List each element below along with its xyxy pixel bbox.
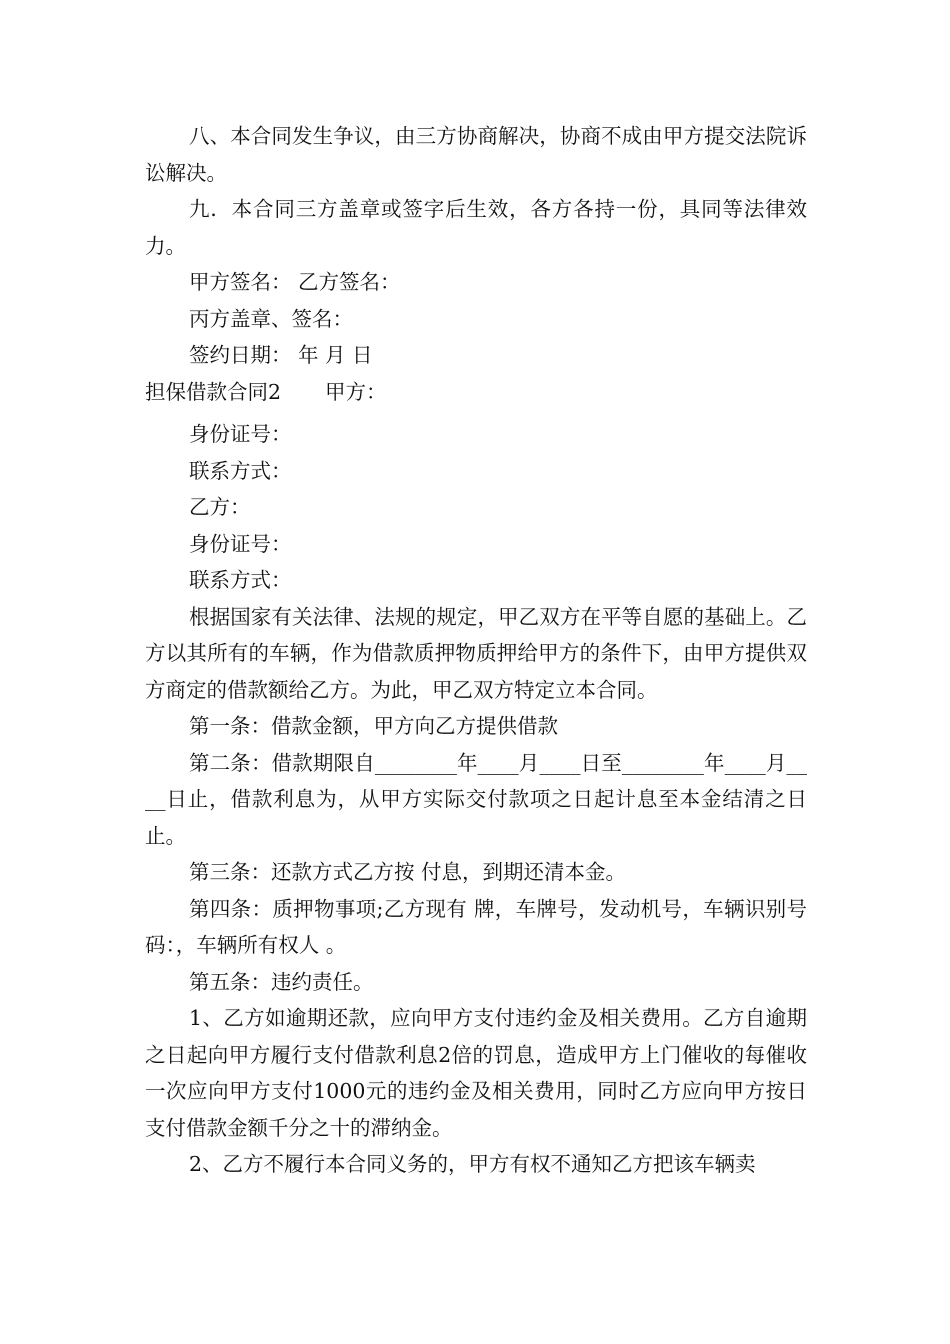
- paragraph-dispute: 八、本合同发生争议，由三方协商解决，协商不成由甲方提交法院诉讼解决。: [145, 124, 807, 185]
- document-page: [145, 118, 807, 1183]
- article-5: 第五条：违约责任。: [189, 969, 374, 994]
- preamble: 根据国家有关法律、法规的规定，甲乙双方在平等自愿的基础上。乙方以其所有的车辆，作为借款质押物质押给甲方的条件下，由甲方提供双方商定的借款额给乙方。为此，甲乙双方特定立本合同。: [145, 604, 807, 702]
- party-b-label: 乙方：: [189, 495, 251, 519]
- party-a-id: 身份证号：: [189, 422, 292, 446]
- party-b-contact: 联系方式：: [189, 568, 292, 592]
- signature-line-c: 丙方盖章、签名：: [189, 306, 353, 331]
- contract-title: 担保借款合同2: [145, 379, 282, 404]
- article-5-clause-1: 1、乙方如逾期还款，应向甲方支付违约金及相关费用。乙方自逾期之日起向甲方履行支付借款利息2倍的罚息，造成甲方上门催收的每催收一次应向甲方支付1000元的违约金及相关费用，同时乙方应向甲方按日支付借款金额千分之十的滞纳金。: [145, 1006, 807, 1140]
- article-5-clause-2: 2、乙方不履行本合同义务的，甲方有权不通知乙方把该车辆卖: [189, 1152, 756, 1176]
- party-a-label: 甲方：: [325, 379, 387, 404]
- signature-line-ab: 甲方签名： 乙方签名：: [189, 270, 401, 294]
- article-3: 第三条：还款方式乙方按 付息，到期还清本金。: [189, 860, 627, 884]
- party-b-id: 身份证号：: [189, 531, 292, 556]
- paragraph-effect: 九．本合同三方盖章或签字后生效，各方各持一份，具同等法律效力。: [145, 197, 807, 258]
- contract-heading: [145, 374, 807, 411]
- article-1: 第一条：借款金额，甲方向乙方提供借款: [189, 714, 558, 738]
- article-4: 第四条：质押物事项;乙方现有 牌，车牌号，发动机号，车辆识别号码：，车辆所有权人 。: [145, 896, 807, 957]
- party-a-contact: 联系方式：: [189, 458, 292, 483]
- article-2: 第二条：借款期限自________年____月____日至________年____月____日止，借款利息为，从甲方实际交付款项之日起计息至本金结清之日止。: [145, 750, 807, 848]
- signing-date: 签约日期： 年 月 日: [189, 343, 373, 367]
